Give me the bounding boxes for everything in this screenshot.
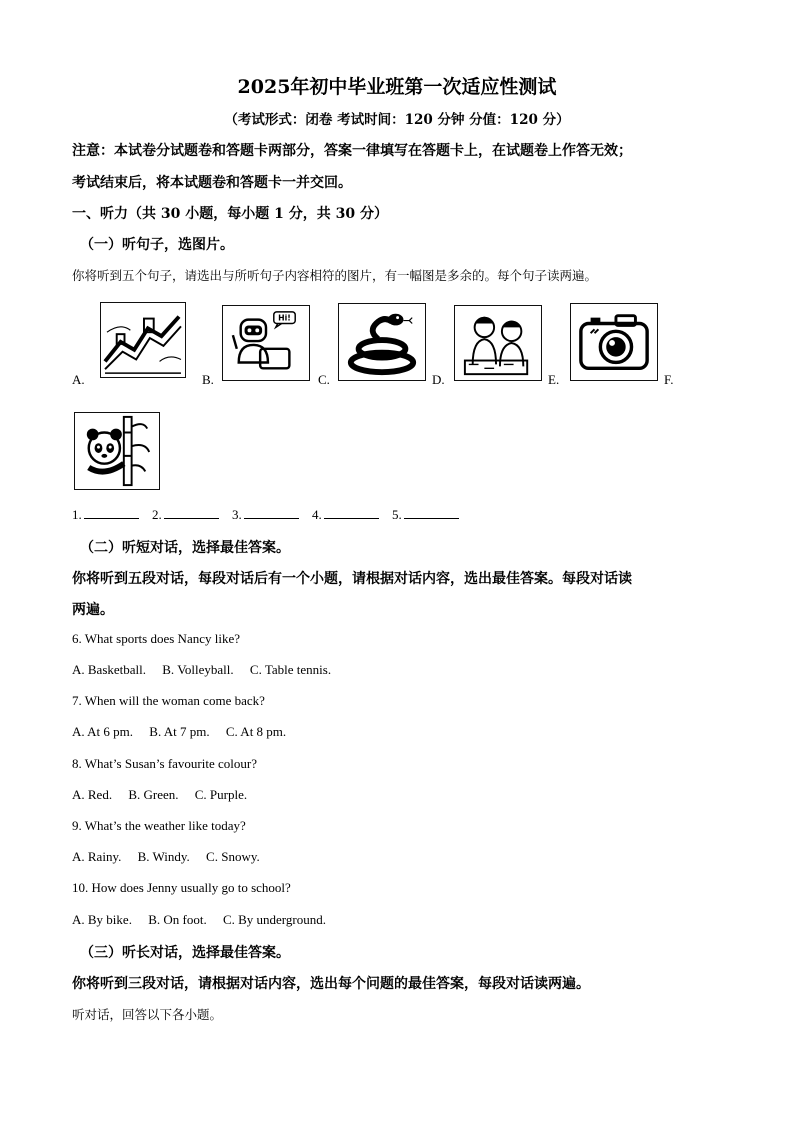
part3-sub-instruction: 听对话，回答以下各小题。: [72, 1007, 223, 1022]
blank-label-2: 2.: [152, 507, 162, 522]
answer-blank-5[interactable]: [404, 506, 459, 519]
answer-blank-3[interactable]: [244, 506, 299, 519]
girls-icon: [455, 306, 541, 380]
snake-picture: [338, 303, 426, 381]
part3-heading: （三）听长对话，选择最佳答案。: [80, 945, 290, 961]
girls-picture: [454, 305, 542, 381]
great-wall-picture: [100, 302, 186, 378]
question-6: 6. What sports does Nancy like?: [72, 631, 240, 646]
option-label-c: C.: [318, 372, 330, 387]
blank-label-5: 5.: [392, 507, 402, 522]
question-10: 10. How does Jenny usually go to school?: [72, 880, 291, 895]
snake-icon: [339, 304, 425, 380]
option-label-b: B.: [202, 372, 214, 387]
question-8-options: A. Red. B. Green. C. Purple.: [72, 787, 248, 802]
answer-blank-1[interactable]: [84, 506, 139, 519]
question-7: 7. When will the woman come back?: [72, 693, 265, 708]
section-heading-listening: 一、听力（共 30 小题，每小题 1 分，共 30 分）: [72, 206, 388, 222]
part1-instruction: 你将听到五个句子，请选出与所听句子内容相符的图片，有一幅图是多余的。每个句子读两遍。: [72, 268, 598, 283]
answer-blanks: [72, 506, 469, 523]
robot-speech-text: Hi!: [278, 313, 291, 323]
question-7-options: A. At 6 pm. B. At 7 pm. C. At 8 pm.: [72, 724, 287, 739]
answer-blank-2[interactable]: [164, 506, 219, 519]
blank-label-1: 1.: [72, 507, 82, 522]
part2-instruction-line-2: 两遍。: [72, 602, 114, 618]
part1-heading: （一）听句子，选图片。: [80, 237, 234, 253]
option-label-a: A.: [72, 372, 85, 387]
part3-instruction: 你将听到三段对话，请根据对话内容，选出每个问题的最佳答案，每段对话读两遍。: [72, 976, 590, 992]
notice-line-1: 注意：本试卷分试题卷和答题卡两部分，答案一律填写在答题卡上，在试题卷上作答无效；: [72, 143, 632, 159]
blank-label-3: 3.: [232, 507, 242, 522]
question-9-options: A. Rainy. B. Windy. C. Snowy.: [72, 849, 260, 864]
question-8: 8. What’s Susan’s favourite colour?: [72, 756, 257, 771]
panda-picture: [74, 412, 160, 490]
camera-picture: [570, 303, 658, 381]
option-label-e: E.: [548, 372, 560, 387]
option-label-d: D.: [432, 372, 445, 387]
part2-instruction-line-1: 你将听到五段对话，每段对话后有一个小题，请根据对话内容，选出最佳答案。每段对话读: [72, 571, 632, 587]
panda-icon: [75, 413, 159, 489]
page-title: 2025年初中毕业班第一次适应性测试: [237, 76, 557, 98]
part2-heading: （二）听短对话，选择最佳答案。: [80, 540, 290, 556]
robot-icon: [223, 306, 309, 380]
question-10-options: A. By bike. B. On foot. C. By underground.: [72, 912, 326, 927]
blank-label-4: 4.: [312, 507, 322, 522]
camera-icon: [571, 304, 657, 380]
robot-picture: [222, 305, 310, 381]
exam-info: （考试形式：闭卷 考试时间：120 分钟 分值：120 分）: [224, 112, 570, 128]
notice-line-2: 考试结束后，将本试题卷和答题卡一并交回。: [72, 175, 352, 191]
great-wall-icon: [101, 303, 185, 377]
answer-blank-4[interactable]: [324, 506, 379, 519]
question-6-options: A. Basketball. B. Volleyball. C. Table tennis.: [72, 662, 332, 677]
option-label-f: F.: [664, 372, 674, 387]
question-9: 9. What’s the weather like today?: [72, 818, 246, 833]
